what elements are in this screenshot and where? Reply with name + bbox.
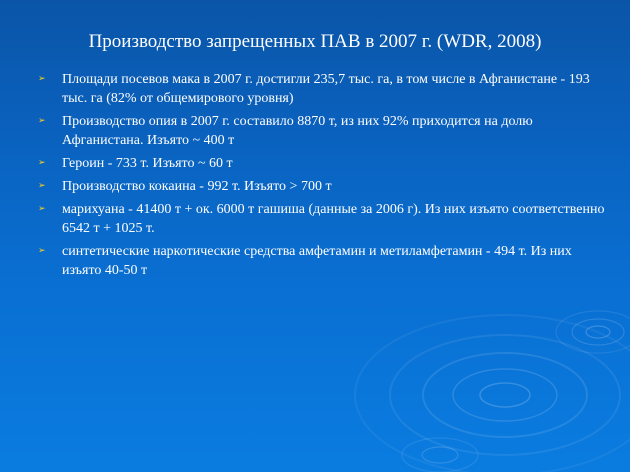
arrow-bullet-icon: ➢ <box>38 204 46 214</box>
arrow-bullet-icon: ➢ <box>38 74 46 84</box>
slide-title: Производство запрещенных ПАВ в 2007 г. (WDR, 2008) <box>88 31 542 52</box>
bullet-item-opium <box>38 112 608 150</box>
bullet-text: марихуана - 41400 т + ок. 6000 т гашиша (данные за 2006 г). Из них изъято соответственно 6542 т + 1025 т. <box>62 202 605 236</box>
bullet-text: Героин - 733 т. Изъято ~ 60 т <box>62 156 233 171</box>
bullet-item-heroin <box>38 154 608 173</box>
arrow-bullet-icon: ➢ <box>38 181 46 191</box>
bullet-item-poppy-area <box>38 70 608 108</box>
bullet-item-marijuana <box>38 200 608 238</box>
bullet-text: Производство кокаина - 992 т. Изъято > 700 т <box>62 179 332 194</box>
bullet-item-synthetics <box>38 242 608 280</box>
arrow-bullet-icon: ➢ <box>38 246 46 256</box>
bullet-item-cocaine <box>38 177 608 196</box>
arrow-bullet-icon: ➢ <box>38 158 46 168</box>
arrow-bullet-icon: ➢ <box>38 116 46 126</box>
bullet-text: Производство опия в 2007 г. составило 8870 т, из них 92% приходится на долю Афганистана. Изъято ~ 400 т <box>62 114 533 148</box>
bullet-text: Площади посевов мака в 2007 г. достигли 235,7 тыс. га, в том числе в Афганистане - 193 тыс. га (82% от общемирового уровня) <box>62 72 590 106</box>
bullet-text: синтетические наркотические средства амфетамин и метиламфетамин - 494 т. Из них изъято 40-50 т <box>62 244 572 278</box>
bullet-list <box>38 70 608 284</box>
